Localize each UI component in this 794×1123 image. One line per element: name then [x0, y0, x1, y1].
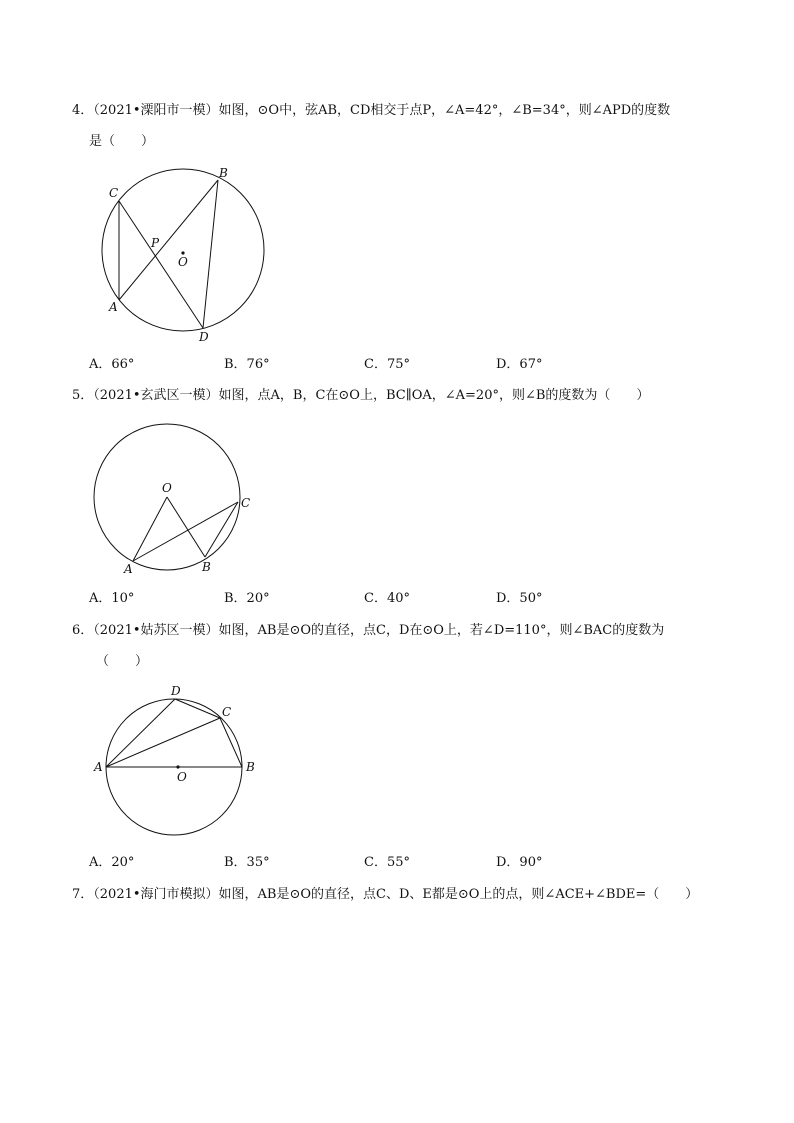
question-4-stem-cont: 是（ ） [89, 134, 155, 149]
q6-segment-cb [220, 718, 242, 767]
q5-label-b: B [202, 560, 211, 574]
q5-label-c: C [241, 496, 251, 510]
q6-center-dot [176, 765, 179, 768]
q5-option-b: B．20° [224, 591, 270, 606]
q5-label-a: A [124, 562, 133, 576]
q4-option-c: C．75° [364, 357, 410, 372]
question-5-stem: 5．（2021•玄武区一模）如图，点A，B，C在⊙O上，BC∥OA，∠A=20°，则∠B的度数为（ ） [72, 388, 650, 403]
q4-label-d: D [199, 330, 209, 344]
q6-label-d: D [171, 684, 181, 698]
q6-label-o: O [177, 770, 187, 784]
q4-label-p: P [151, 236, 160, 250]
q6-option-b: B．35° [224, 855, 270, 870]
q5-option-d: D．50° [496, 591, 543, 606]
q6-label-b: B [246, 760, 255, 774]
q4-option-d: D．67° [496, 357, 543, 372]
question-6-stem-cont: （ ） [96, 654, 149, 669]
q5-option-a: A．10° [89, 591, 135, 606]
q4-option-a: A．66° [89, 357, 135, 372]
q6-label-c: C [222, 705, 232, 719]
q4-label-a: A [109, 300, 118, 314]
q4-label-c: C [109, 186, 119, 200]
q6-segment-ac [106, 718, 220, 767]
q6-option-d: D．90° [496, 855, 543, 870]
question-4-stem: 4．（2021•溧阳市一模）如图，⊙O中，弦AB，CD相交于点P，∠A=42°，∠B=34°，则∠APD的度数 [72, 103, 671, 118]
q4-label-b: B [219, 166, 228, 180]
question-6-stem: 6．（2021•姑苏区一模）如图，AB是⊙O的直径，点C，D在⊙O上，若∠D=110°，则∠BAC的度数为 [72, 623, 665, 638]
q6-option-a: A．20° [89, 855, 135, 870]
question-7-stem: 7．（2021•海门市模拟）如图，AB是⊙O的直径，点C、D、E都是⊙O上的点，则∠ACE+∠BDE=（ ） [72, 887, 699, 902]
q4-label-o: O [178, 255, 188, 269]
q5-option-c: C．40° [364, 591, 410, 606]
q4-option-b: B．76° [224, 357, 270, 372]
q6-segment-ad [106, 699, 175, 767]
q6-option-c: C．55° [364, 855, 410, 870]
q5-label-o: O [162, 481, 172, 495]
q6-segment-dc [175, 699, 220, 718]
q6-label-a: A [94, 760, 103, 774]
